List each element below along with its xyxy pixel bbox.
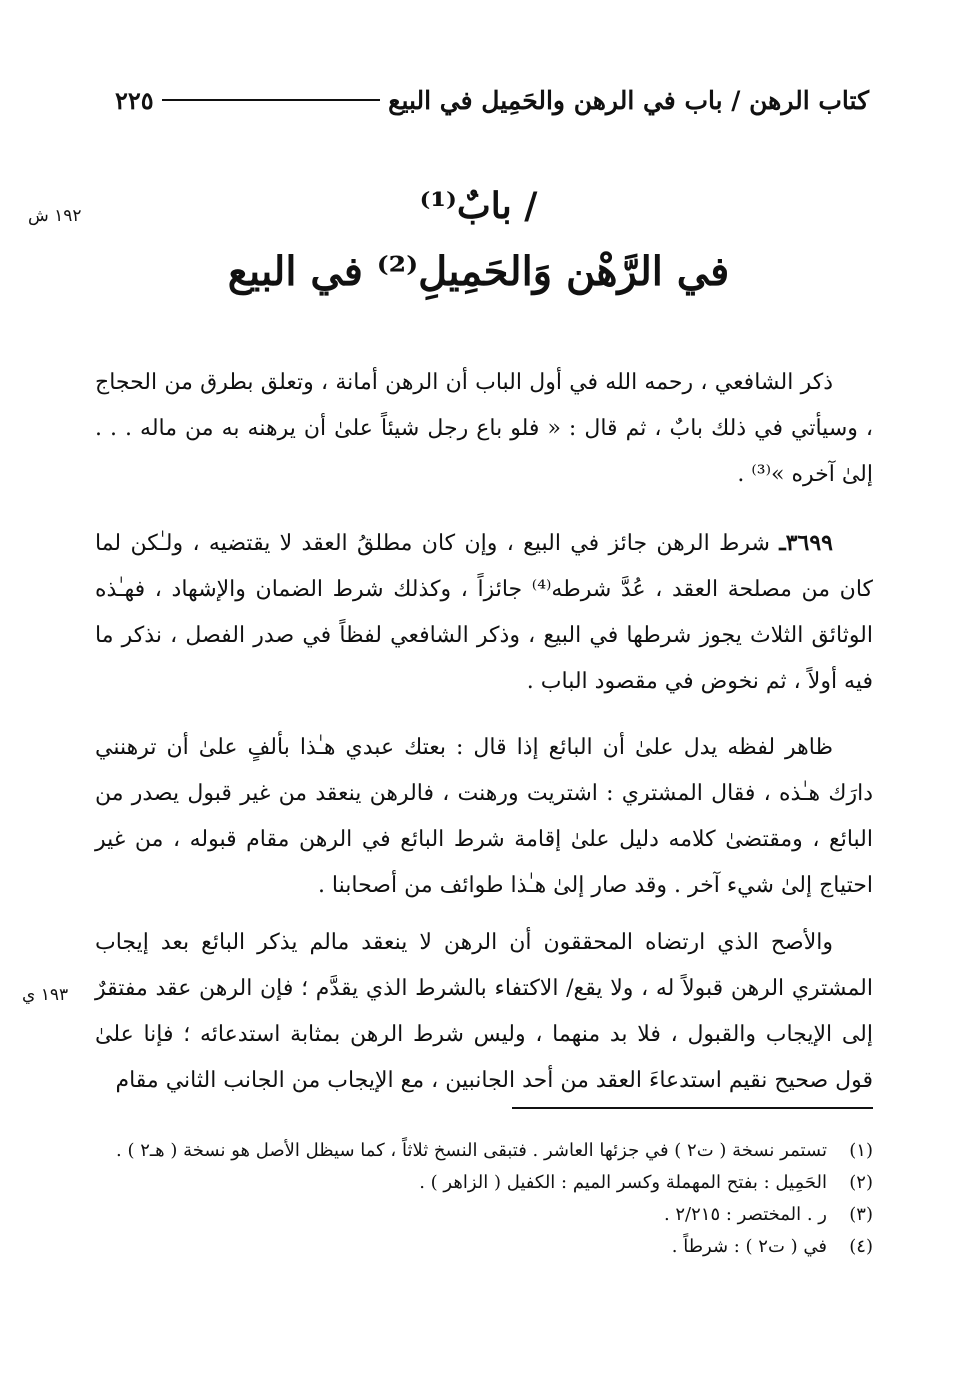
- footnote-separator: [512, 1107, 873, 1109]
- margin-note-middle: ١٩٣ ي: [22, 985, 69, 1005]
- paragraph-2: [95, 520, 873, 705]
- footnote-text: ر . المختصر : ٢/٢١٥ .: [663, 1204, 827, 1225]
- chapter-heading-line1: / بابٌ⁽¹⁾: [419, 185, 538, 227]
- paragraph-4: [95, 920, 873, 1104]
- header-title: كتاب الرهن / باب في الرهن والحَمِيل في البيع: [388, 85, 869, 115]
- footnote-item: [95, 1199, 873, 1231]
- footnote-item: [95, 1231, 873, 1263]
- footnote-number: (١): [849, 1140, 873, 1161]
- footnote-text: تستمر نسخة ( ت٢ ) في جزئها العاشر . فتبقى النسخ ثلاثاً ، كما سيظل الأصل هو نسخة ( هـ٢ ) .: [116, 1140, 827, 1161]
- footnote-text: الحَمِيل : بفتح المهملة وكسر الميم : الكفيل ( الزاهر ) .: [419, 1172, 827, 1193]
- paragraph-4-text: والأصح الذي ارتضاه المحققون أن الرهن لا ينعقد مالم يذكر البائع بعد إيجاب المشتري الرهن قبولاً له ، ولا يقع/ الاكتفاء بالشرط الذي يقدَّم ؛ فإن الرهن عقد مفتقرٌ إلى الإيجاب والقبول ، فلا بد منهما ، وليس شرط الرهن بمثابة استدعائه ؛ فإنا علىٰ قول صحيح نقيم استدعاءَ العقد من أحد الجانبين ، مع الإيجاب من الجانب الثاني مقام: [95, 930, 873, 1093]
- paragraph-3: [95, 725, 873, 909]
- footnote-number: (٣): [849, 1204, 873, 1225]
- footnote-number: (٤): [849, 1236, 873, 1257]
- footnotes: [95, 1135, 873, 1263]
- page-number: ٢٢٥: [115, 85, 154, 115]
- paragraph-1-text: ذكر الشافعي ، رحمه الله في أول الباب أن الرهن أمانة ، وتعلق بطرق من الحجاج ، وسيأتي في ذلك بابٌ ، ثم قال : « فلو باع رجل شيئاً علىٰ أن يرهنه به من ماله . . . إلىٰ آخره »⁽³⁾ .: [95, 370, 873, 487]
- header-rule: [162, 99, 380, 101]
- footnote-item: [95, 1135, 873, 1167]
- issue-number: ٣٦٩٩ـ: [779, 530, 833, 556]
- footnote-number: (٢): [849, 1172, 873, 1193]
- paragraph-3-text: ظاهر لفظه يدل علىٰ أن البائع إذا قال : بعتك عبدي هـٰذا بألفٍ علىٰ أن ترهنني دارَك هـٰذه ، فقال المشتري : اشتريت ورهنت ، فالرهن ينعقد من غير قبول يصدر من البائع ، ومقتضىٰ كلامه دليل علىٰ إقامة شرط البائع في الرهن مقام قبوله ، من غير احتياج إلىٰ شيء آخر . وقد صار إلىٰ هـٰذا طوائف من أصحابنا .: [95, 735, 873, 898]
- footnote-item: [95, 1167, 873, 1199]
- paragraph-1: [95, 360, 873, 498]
- footnote-text: في ( ت٢ ) : شرطاً .: [671, 1236, 827, 1257]
- paragraph-2-text: [95, 520, 873, 705]
- chapter-heading-line2: في الرَّهْن وَالحَمِيلِ⁽²⁾ في البيع: [227, 248, 730, 295]
- paragraph-2-body: شرط الرهن جائز في البيع ، وإن كان مطلقُ العقد لا يقتضيه ، ولـٰكن لما كان من مصلحة العقد ، عُدَّ شرطه⁽⁴⁾ جائزاً ، وكذلك شرط الضمان والإشهاد ، فهـٰذه الوثائق الثلاث يجوز شرطها في البيع ، وذكر الشافعي لفظاً في صدر الفصل ، نذكر ما فيه أولاً ، ثم نخوض في مقصود الباب .: [95, 531, 873, 694]
- margin-note-top: ١٩٢ ش: [28, 206, 82, 226]
- running-header: [115, 80, 869, 120]
